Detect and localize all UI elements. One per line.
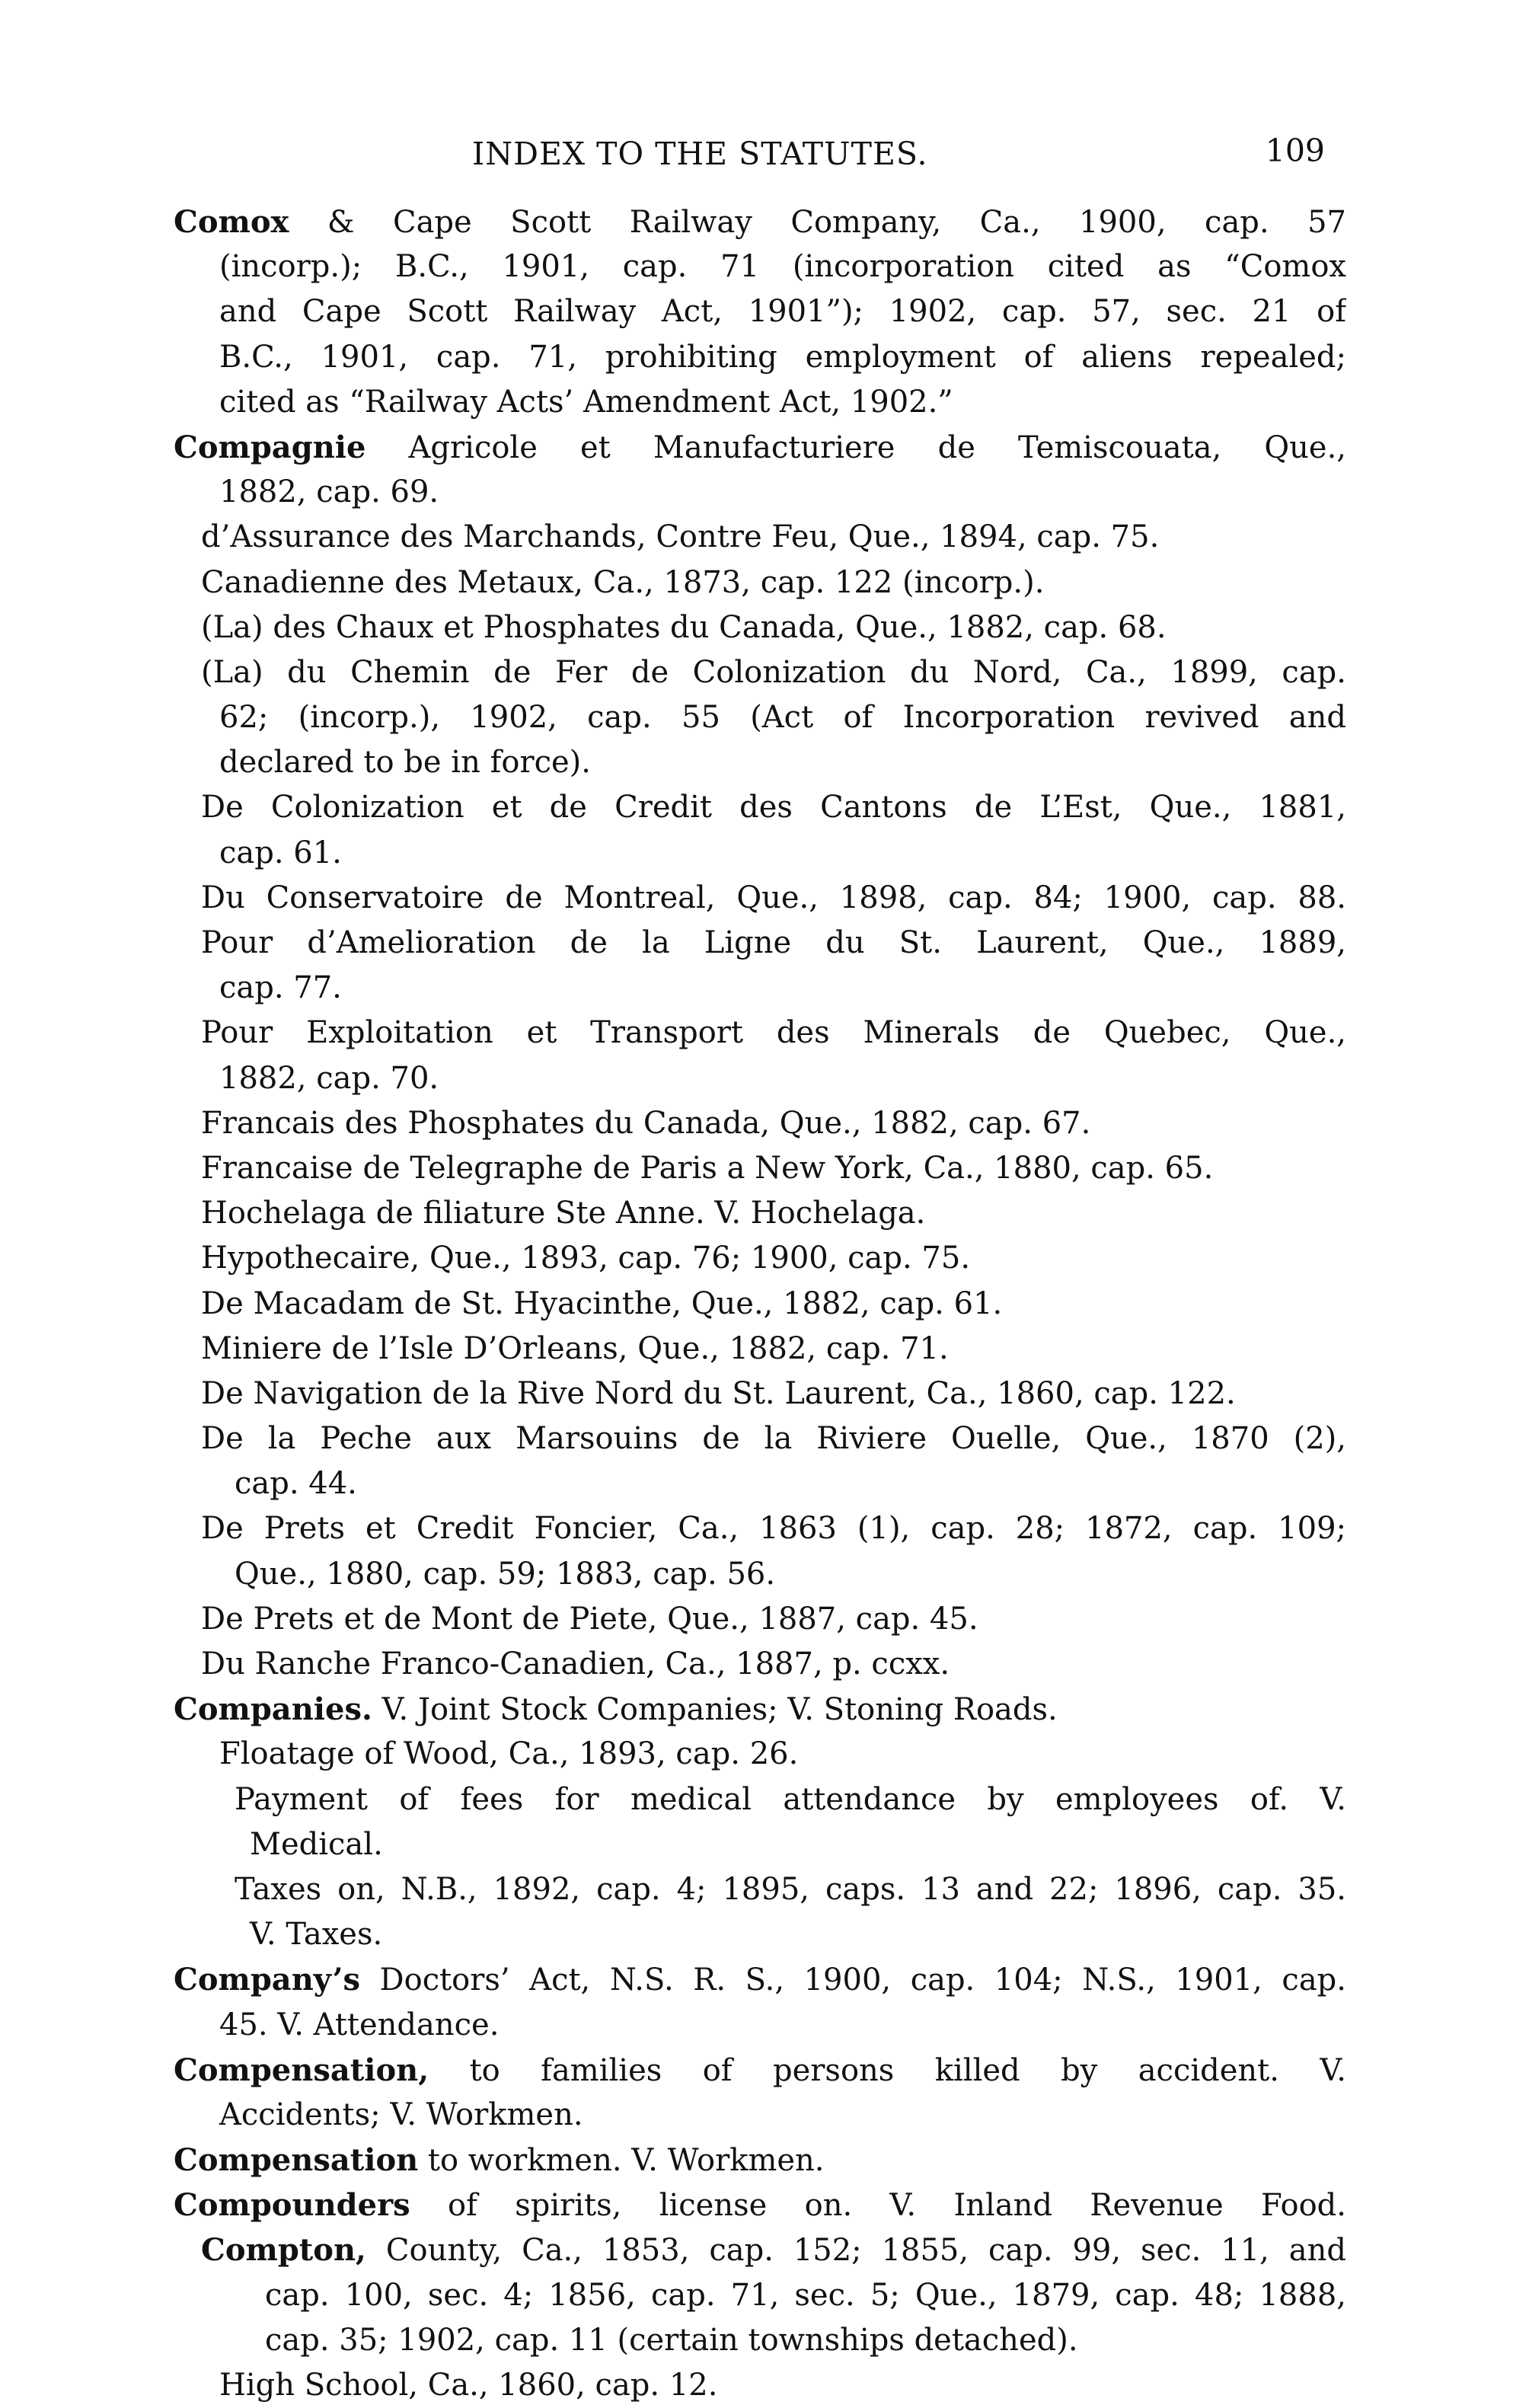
entry-text: B.C., 1901, cap. 71, prohibiting employment of aliens repealed;: [219, 339, 1346, 375]
entry-text: De Prets et Credit Foncier, Ca., 1863 (1), cap. 28; 1872, cap. 109;: [201, 1511, 1346, 1547]
index-line: [174, 831, 1346, 876]
entry-text: 62; (incorp.), 1902, cap. 55 (Act of Incorporation revived and: [219, 700, 1346, 736]
index-line: [174, 2318, 1346, 2363]
index-line: [174, 380, 1346, 425]
entry-text: De la Peche aux Marsouins de la Riviere Ouelle, Que., 1870 (2),: [201, 1421, 1346, 1457]
entry-text: & Cape Scott Railway Company, Ca., 1900, cap. 57: [289, 205, 1346, 240]
entry-text: (incorp.); B.C., 1901, cap. 71 (incorporation cited as “Comox: [219, 249, 1346, 285]
entry-text: De Navigation de la Rive Nord du St. Laurent, Ca., 1860, cap. 122.: [201, 1375, 1236, 1411]
index-line: [174, 335, 1346, 380]
index-line: [174, 1687, 1346, 1732]
entry-text: V. Taxes.: [250, 1917, 383, 1953]
entry-text: cap. 77.: [219, 970, 342, 1006]
entry-heading: Compounders: [174, 2187, 410, 2224]
entry-text: Accidents; V. Workmen.: [219, 2097, 583, 2132]
entry-text: and Cape Scott Railway Act, 1901”); 1902, cap. 57, sec. 21 of: [219, 294, 1346, 330]
index-line: [174, 470, 1346, 515]
index-line: [174, 2093, 1346, 2138]
index-line: [174, 966, 1346, 1011]
entry-text: Du Ranche Franco-Canadien, Ca., 1887, p. ccxx.: [201, 1646, 950, 1681]
entry-text: Taxes on, N.B., 1892, cap. 4; 1895, caps. 13 and 22; 1896, cap. 35.: [235, 1871, 1346, 1907]
entry-text: cap. 44.: [235, 1466, 357, 1502]
entry-text: County, Ca., 1853, cap. 152; 1855, cap. 99, sec. 11, and: [365, 2233, 1346, 2269]
index-line: [174, 605, 1346, 650]
index-line: [174, 1642, 1346, 1687]
index-line: [174, 2048, 1346, 2093]
entry-text: Miniere de l’Isle D’Orleans, Que., 1882, cap. 71.: [201, 1330, 949, 1366]
entry-text: 1882, cap. 69.: [219, 474, 439, 510]
index-line: [174, 1777, 1346, 1822]
entry-text: Floatage of Wood, Ca., 1893, cap. 26.: [219, 1736, 799, 1772]
entry-text: d’Assurance des Marchands, Contre Feu, Que., 1894, cap. 75.: [201, 519, 1160, 555]
index-line: [174, 2183, 1346, 2228]
entry-text: De Colonization et de Credit des Cantons de L’Est, Que., 1881,: [201, 790, 1346, 826]
entry-heading: Companies.: [174, 1691, 372, 1728]
running-header: [472, 133, 1325, 181]
index-line: [174, 2273, 1346, 2318]
index-line: [174, 1912, 1346, 1957]
entry-text: De Prets et de Mont de Piete, Que., 1887, cap. 45.: [201, 1601, 978, 1637]
entry-text: (La) des Chaux et Phosphates du Canada, Que., 1882, cap. 68.: [201, 609, 1167, 645]
entry-text: Francais des Phosphates du Canada, Que., 1882, cap. 67.: [201, 1105, 1091, 1141]
entry-text: Hochelaga de filiature Ste Anne. V. Hochelaga.: [201, 1196, 926, 1231]
entry-text: Que., 1880, cap. 59; 1883, cap. 56.: [235, 1556, 776, 1592]
index-line: [174, 1327, 1346, 1372]
entry-text: Payment of fees for medical attendance by employees of. V.: [235, 1781, 1346, 1817]
entry-heading: Compensation: [174, 2142, 419, 2179]
entry-heading: Comox: [174, 204, 289, 240]
entry-text: to workmen. V. Workmen.: [418, 2143, 825, 2179]
entry-text: 45. V. Attendance.: [219, 2007, 500, 2042]
index-line: [174, 244, 1346, 289]
index-line: [174, 785, 1346, 830]
index-line: [174, 1732, 1346, 1777]
index-line: [174, 515, 1346, 560]
entry-text: De Macadam de St. Hyacinthe, Que., 1882, cap. 61.: [201, 1285, 1003, 1321]
index-line: [174, 1461, 1346, 1506]
index-line: [174, 1957, 1346, 2002]
entry-text: Pour d’Amelioration de la Ligne du St. Laurent, Que., 1889,: [201, 925, 1346, 960]
index-line: [174, 740, 1346, 785]
entry-text: Francaise de Telegraphe de Paris a New York, Ca., 1880, cap. 65.: [201, 1150, 1214, 1186]
index-line: [174, 876, 1346, 921]
index-line: [174, 1011, 1346, 1055]
entry-heading: Compagnie: [174, 429, 366, 465]
entry-text: Agricole et Manufacturiere de Temiscouata, Que.,: [365, 430, 1346, 465]
index-line: [174, 289, 1346, 334]
entry-text: cap. 35; 1902, cap. 11 (certain townships detached).: [265, 2322, 1078, 2358]
entry-text: to families of persons killed by accident. V.: [429, 2052, 1346, 2088]
index-line: [174, 1867, 1346, 1912]
entry-text: (La) du Chemin de Fer de Colonization du Nord, Ca., 1899, cap.: [201, 654, 1346, 690]
entry-text: Doctors’ Act, N.S. R. S., 1900, cap. 104; N.S., 1901, cap.: [359, 1962, 1346, 1998]
entry-text: 1882, cap. 70.: [219, 1060, 439, 1096]
entry-heading: Compton,: [201, 2232, 366, 2269]
entry-heading: Compensation,: [174, 2052, 429, 2088]
index-line: [174, 1416, 1346, 1461]
index-line: [174, 1597, 1346, 1642]
index-line: [174, 1372, 1346, 1416]
index-line: [174, 1056, 1346, 1101]
header-title: INDEX TO THE STATUTES.: [472, 136, 928, 172]
index-line: [174, 2003, 1346, 2048]
page-number: 109: [1265, 133, 1325, 169]
entry-text: Medical.: [250, 1826, 383, 1862]
entry-text: declared to be in force).: [219, 745, 591, 781]
index-line: [174, 1506, 1346, 1551]
index-line: [174, 200, 1346, 244]
entry-text: cited as “Railway Acts’ Amendment Act, 1902.”: [219, 384, 953, 420]
index-line: [174, 1101, 1346, 1146]
entry-text: Hypothecaire, Que., 1893, cap. 76; 1900, cap. 75.: [201, 1241, 971, 1276]
entry-text: Canadienne des Metaux, Ca., 1873, cap. 122 (incorp.).: [201, 564, 1045, 600]
entry-text: High School, Ca., 1860, cap. 12.: [219, 2368, 718, 2403]
index-line: [174, 1822, 1346, 1867]
index-line: [174, 650, 1346, 695]
index-line: [174, 695, 1346, 740]
index-line: [174, 2228, 1346, 2272]
index-line: [174, 1146, 1346, 1191]
index-line: [174, 1191, 1346, 1236]
entry-text: cap. 61.: [219, 835, 342, 870]
index-line: [174, 1552, 1346, 1597]
index-line: [174, 425, 1346, 470]
index-body: [174, 200, 1346, 2408]
index-line: [174, 2138, 1346, 2183]
index-line: [174, 921, 1346, 966]
entry-heading: Company’s: [174, 1962, 360, 1998]
index-line: [174, 1282, 1346, 1327]
entry-text: cap. 100, sec. 4; 1856, cap. 71, sec. 5; Que., 1879, cap. 48; 1888,: [265, 2277, 1346, 2313]
entry-text: Pour Exploitation et Transport des Minerals de Quebec, Que.,: [201, 1015, 1346, 1051]
index-line: [174, 560, 1346, 605]
entry-text: of spirits, license on. V. Inland Revenue Food.: [410, 2188, 1346, 2224]
entry-text: V. Joint Stock Companies; V. Stoning Roads.: [372, 1692, 1058, 1728]
index-line: [174, 1236, 1346, 1281]
entry-text: Du Conservatoire de Montreal, Que., 1898, cap. 84; 1900, cap. 88.: [201, 880, 1346, 915]
index-line: [174, 2363, 1346, 2408]
